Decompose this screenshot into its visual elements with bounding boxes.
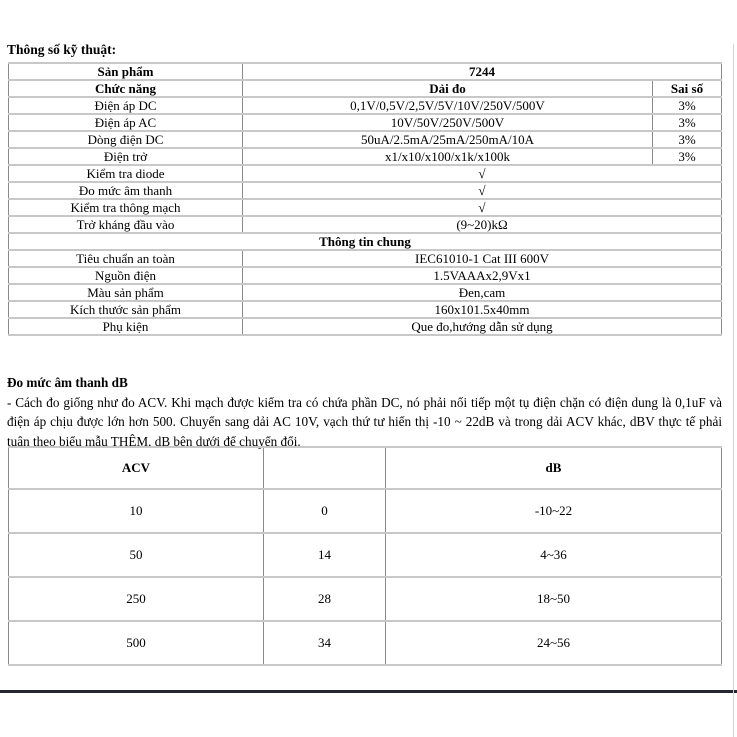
spec-value-cell: x1/x10/x100/x1k/x100k (243, 148, 653, 165)
spec-error-cell: 3% (653, 148, 722, 165)
db-offset-cell: 28 (264, 577, 386, 621)
spec-value-cell: IEC61010-1 Cat III 600V (243, 250, 722, 267)
spec-value-cell: 0,1V/0,5V/2,5V/5V/10V/250V/500V (243, 97, 653, 114)
table-row (9, 63, 722, 80)
spec-label-cell: Kiểm tra thông mạch (9, 199, 243, 216)
db-header-db: dB (386, 447, 722, 489)
table-row (9, 301, 722, 318)
section-header-cell: Thông tin chung (9, 233, 722, 250)
table-row (9, 318, 722, 335)
spec-value-cell: (9~20)kΩ (243, 216, 722, 233)
db-offset-cell: 14 (264, 533, 386, 577)
db-acv-cell: 50 (9, 533, 264, 577)
table-row (9, 131, 722, 148)
db-offset-cell: 34 (264, 621, 386, 665)
spec-error-cell: 3% (653, 97, 722, 114)
spec-label-cell: Phụ kiện (9, 318, 243, 335)
spec-table (8, 62, 722, 336)
table-row (9, 199, 722, 216)
spec-value-cell: Dải đo (243, 80, 653, 97)
spec-error-cell: 3% (653, 114, 722, 131)
spec-label-cell: Kích thước sản phẩm (9, 301, 243, 318)
table-row (9, 621, 722, 665)
spec-value-cell: 10V/50V/250V/500V (243, 114, 653, 131)
db-acv-cell: 250 (9, 577, 264, 621)
table-row (9, 533, 722, 577)
spec-value-cell: 160x101.5x40mm (243, 301, 722, 318)
table-section-row (9, 233, 722, 250)
db-acv-cell: 500 (9, 621, 264, 665)
spec-value-cell: 7244 (243, 63, 722, 80)
db-note-heading: Đo mức âm thanh dB (7, 375, 128, 390)
db-range-cell: -10~22 (386, 489, 722, 533)
spec-value-cell: √ (243, 182, 722, 199)
table-row (9, 148, 722, 165)
spec-value-cell: Que đo,hướng dẫn sử dụng (243, 318, 722, 335)
spec-label-cell: Màu sản phẩm (9, 284, 243, 301)
spec-value-cell: √ (243, 199, 722, 216)
spec-value-cell: 1.5VAAAx2,9Vx1 (243, 267, 722, 284)
table-header-row (9, 447, 722, 489)
spec-label-cell: Sản phẩm (9, 63, 243, 80)
spec-label-cell: Chức năng (9, 80, 243, 97)
spec-value-cell: Đen,cam (243, 284, 722, 301)
db-acv-cell: 10 (9, 489, 264, 533)
spec-label-cell: Nguồn điện (9, 267, 243, 284)
spec-value-cell: √ (243, 165, 722, 182)
spec-error-cell: Sai số (653, 80, 722, 97)
spec-label-cell: Điện áp DC (9, 97, 243, 114)
db-range-cell: 18~50 (386, 577, 722, 621)
page-bottom-divider (0, 690, 737, 693)
db-range-cell: 24~56 (386, 621, 722, 665)
table-row (9, 577, 722, 621)
spec-label-cell: Dòng điện DC (9, 131, 243, 148)
db-header-empty (264, 447, 386, 489)
db-note-body: - Cách đo giống như đo ACV. Khi mạch được kiểm tra có chứa phần DC, nó phải nối tiếp một tụ điện chặn có điện dung là 0,1uF và điện áp chịu được lớn hơn 500. Chuyển sang dải AC 10V, vạch thứ tư hiển thị -10 ~ 22dB và trong dải ACV khác, dBV thực tế phải tuân theo biểu mẫu THÊM, dB bên dưới để chuyển đổi. (7, 394, 722, 449)
spec-error-cell: 3% (653, 131, 722, 148)
table-row (9, 489, 722, 533)
db-range-cell: 4~36 (386, 533, 722, 577)
spec-label-cell: Điện trở (9, 148, 243, 165)
spec-label-cell: Tiêu chuẩn an toàn (9, 250, 243, 267)
spec-label-cell: Đo mức âm thanh (9, 182, 243, 199)
spec-label-cell: Kiểm tra diode (9, 165, 243, 182)
page-title: Thông số kỹ thuật: (7, 42, 117, 57)
table-row (9, 216, 722, 233)
table-row (9, 165, 722, 182)
table-row (9, 250, 722, 267)
spec-label-cell: Điện áp AC (9, 114, 243, 131)
db-offset-cell: 0 (264, 489, 386, 533)
db-conversion-table (8, 446, 722, 666)
db-header-acv: ACV (9, 447, 264, 489)
table-row (9, 80, 722, 97)
table-row (9, 114, 722, 131)
spec-value-cell: 50uA/2.5mA/25mA/250mA/10A (243, 131, 653, 148)
table-row (9, 182, 722, 199)
spec-label-cell: Trở kháng đầu vào (9, 216, 243, 233)
table-row (9, 284, 722, 301)
table-row (9, 97, 722, 114)
page-right-edge-line (733, 44, 734, 737)
table-row (9, 267, 722, 284)
db-note (7, 373, 722, 451)
